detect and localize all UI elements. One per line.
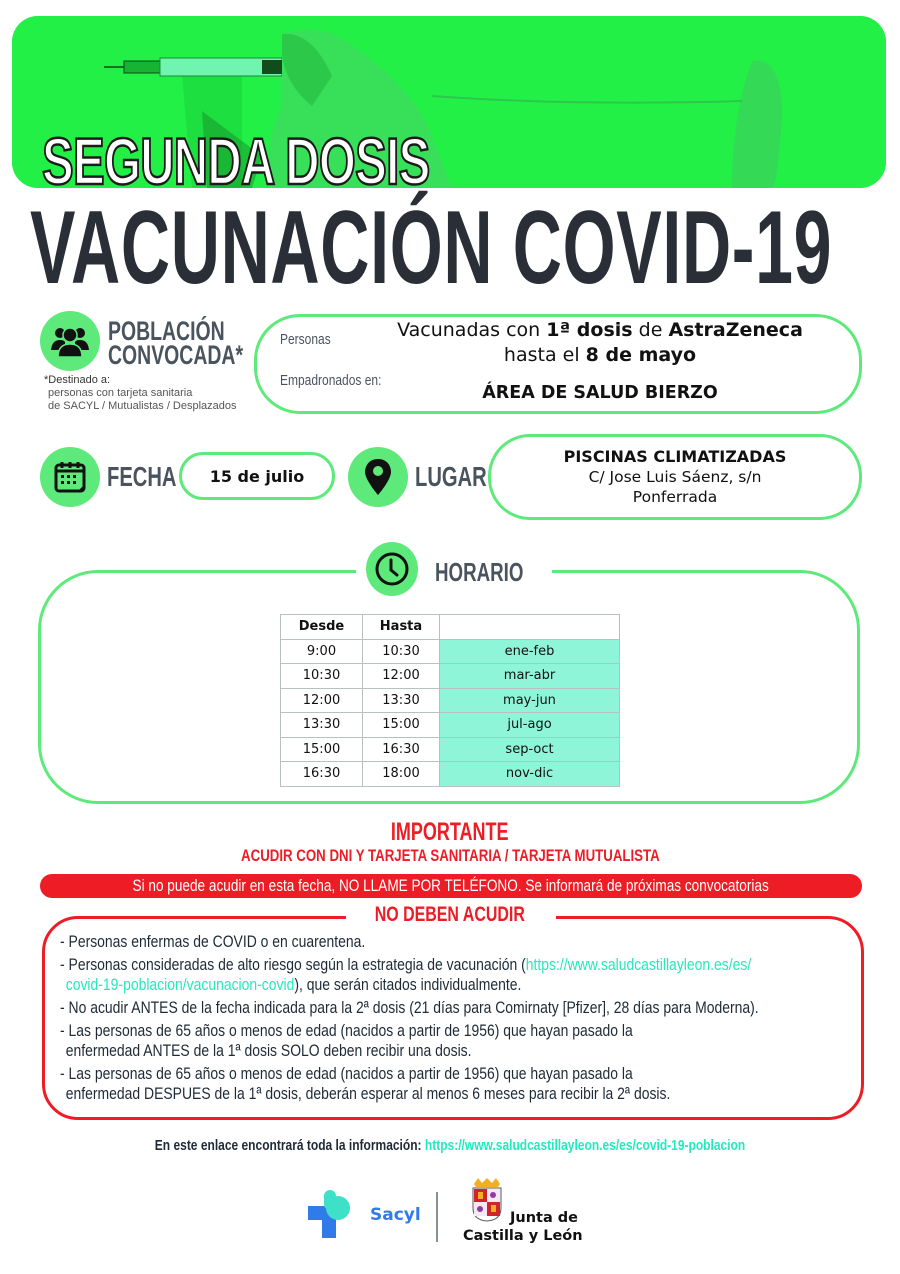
rule2-text: - Personas consideradas de alto riesgo según la estrategia de vacunación ( — [60, 955, 526, 974]
rule4-line1: - Las personas de 65 años o menos de edad (nacidos a partir de 1956) que hayan pasado la — [60, 1021, 633, 1040]
hasta-cell: 12:00 — [363, 664, 440, 689]
desde-cell: 15:00 — [281, 737, 363, 762]
table-header-row — [281, 615, 620, 640]
no-deben-list — [60, 932, 860, 1107]
footer-text: En este enlace encontrará toda la información: — [154, 1137, 425, 1154]
grupo-cell: nov-dic — [440, 762, 620, 787]
rule5-line2: enfermedad DESPUES de la 1ª dosis, deberán esperar al menos 6 meses para recibir la 2ª dosis. — [65, 1084, 671, 1103]
grupo-cell: sep-oct — [440, 737, 620, 762]
rule-item — [60, 1021, 860, 1061]
destinado-title: *Destinado a: — [44, 374, 111, 386]
destinado-line2: de SACYL / Mutualistas / Desplazados — [48, 400, 237, 412]
table-row — [281, 639, 620, 664]
col-grupo — [440, 615, 620, 640]
lugar-address: C/ Jose Luis Sáenz, s/n — [588, 468, 762, 486]
hasta-cell: 13:30 — [363, 688, 440, 713]
junta-logo-line2: Castilla y León — [463, 1228, 583, 1244]
warning-banner-text: Si no puede acudir en esta fecha, NO LLAME POR TELÉFONO. Se informará de próximas convocatorias — [132, 876, 770, 895]
no-deben-heading — [0, 903, 900, 927]
vac-text-pre: Vacunadas con — [397, 319, 547, 341]
lugar-city: Ponferrada — [632, 488, 718, 506]
hero-banner — [12, 16, 886, 188]
rule-item: - Personas enfermas de COVID o en cuarentena. — [60, 932, 366, 951]
grupo-cell: may-jun — [440, 688, 620, 713]
hasta-cell: 15:00 — [363, 713, 440, 738]
vac-brand: AstraZeneca — [668, 319, 803, 341]
footer-info — [0, 1137, 900, 1155]
hasta-cell: 10:30 — [363, 639, 440, 664]
castilla-leon-coat-of-arms-icon — [470, 1178, 504, 1222]
hero-subtitle: SEGUNDA DOSIS — [42, 124, 430, 188]
desde-cell: 12:00 — [281, 688, 363, 713]
sacyl-logo-text: Sacyl — [370, 1205, 421, 1225]
grupo-cell: ene-feb — [440, 639, 620, 664]
importante-title: IMPORTANTE — [391, 818, 509, 846]
destinado-note — [44, 374, 237, 413]
table-row — [281, 713, 620, 738]
hasta-date: 8 de mayo — [585, 344, 697, 366]
calendar-icon — [40, 447, 100, 507]
hasta-line — [350, 344, 850, 366]
lugar-box — [488, 434, 862, 520]
footer-link[interactable]: https://www.saludcastillayleon.es/es/covid-19-poblacion — [424, 1137, 746, 1154]
area-salud: ÁREA DE SALUD BIERZO — [482, 383, 718, 403]
sacyl-logo-icon — [308, 1186, 368, 1242]
empadronados-label: Empadronados en: — [280, 372, 382, 389]
hasta-text: hasta el — [503, 344, 586, 366]
lugar-name: PISCINAS CLIMATIZADAS — [563, 447, 787, 466]
schedule-table — [280, 614, 620, 787]
col-desde: Desde — [281, 615, 363, 640]
rule2-link-part1[interactable]: https://www.saludcastillayleon.es/es/ — [525, 955, 752, 974]
logos — [308, 1178, 608, 1246]
no-deben-title: NO DEBEN ACUDIR — [374, 903, 526, 926]
rule-item — [60, 1064, 860, 1104]
fecha-label: FECHA — [107, 461, 177, 492]
warning-banner — [40, 874, 862, 898]
grupo-cell: mar-abr — [440, 664, 620, 689]
desde-cell: 10:30 — [281, 664, 363, 689]
importante-subtitle: ACUDIR CON DNI Y TARJETA SANITARIA / TARJETA MUTUALISTA — [240, 846, 660, 865]
vac-dose: 1ª dosis — [546, 319, 633, 341]
fecha-value: 15 de julio — [179, 452, 335, 500]
desde-cell: 9:00 — [281, 639, 363, 664]
clock-icon — [366, 542, 418, 596]
hasta-cell: 18:00 — [363, 762, 440, 787]
junta-logo-line1: Junta de — [510, 1210, 579, 1226]
map-pin-icon — [348, 447, 408, 507]
importante-subheading — [0, 846, 900, 866]
vac-text-mid: de — [632, 319, 669, 341]
rule4-line2: enfermedad ANTES de la 1ª dosis SOLO deben recibir una dosis. — [65, 1041, 472, 1060]
desde-cell: 16:30 — [281, 762, 363, 787]
table-row — [281, 664, 620, 689]
table-row — [281, 762, 620, 787]
rule-item — [60, 955, 860, 995]
rule-item: - No acudir ANTES de la fecha indicada para la 2ª dosis (21 días para Comirnaty [Pfizer], 28 días para Moderna). — [60, 998, 759, 1017]
col-hasta: Hasta — [363, 615, 440, 640]
personas-label: Personas — [280, 331, 331, 348]
vacunadas-line — [350, 319, 850, 341]
rule5-line1: - Las personas de 65 años o menos de edad (nacidos a partir de 1956) que hayan pasado la — [60, 1064, 633, 1083]
rule2-text-end: ), que serán citados individualmente. — [294, 975, 522, 994]
table-row — [281, 737, 620, 762]
table-row — [281, 688, 620, 713]
poblacion-label-line2: CONVOCADA* — [108, 340, 244, 370]
group-people-icon — [40, 311, 100, 371]
horario-label: HORARIO — [435, 557, 524, 587]
logo-divider — [436, 1192, 438, 1242]
rule2-link-part2[interactable]: covid-19-poblacion/vacunacion-covid — [65, 975, 295, 994]
importante-heading — [0, 818, 900, 847]
hasta-cell: 16:30 — [363, 737, 440, 762]
poblacion-label-line1: POBLACIÓN — [108, 316, 225, 346]
destinado-line1: personas con tarjeta sanitaria — [48, 387, 193, 399]
grupo-cell: jul-ago — [440, 713, 620, 738]
desde-cell: 13:30 — [281, 713, 363, 738]
page-title: VACUNACIÓN COVID-19 — [30, 190, 833, 306]
lugar-label: LUGAR — [415, 461, 487, 492]
